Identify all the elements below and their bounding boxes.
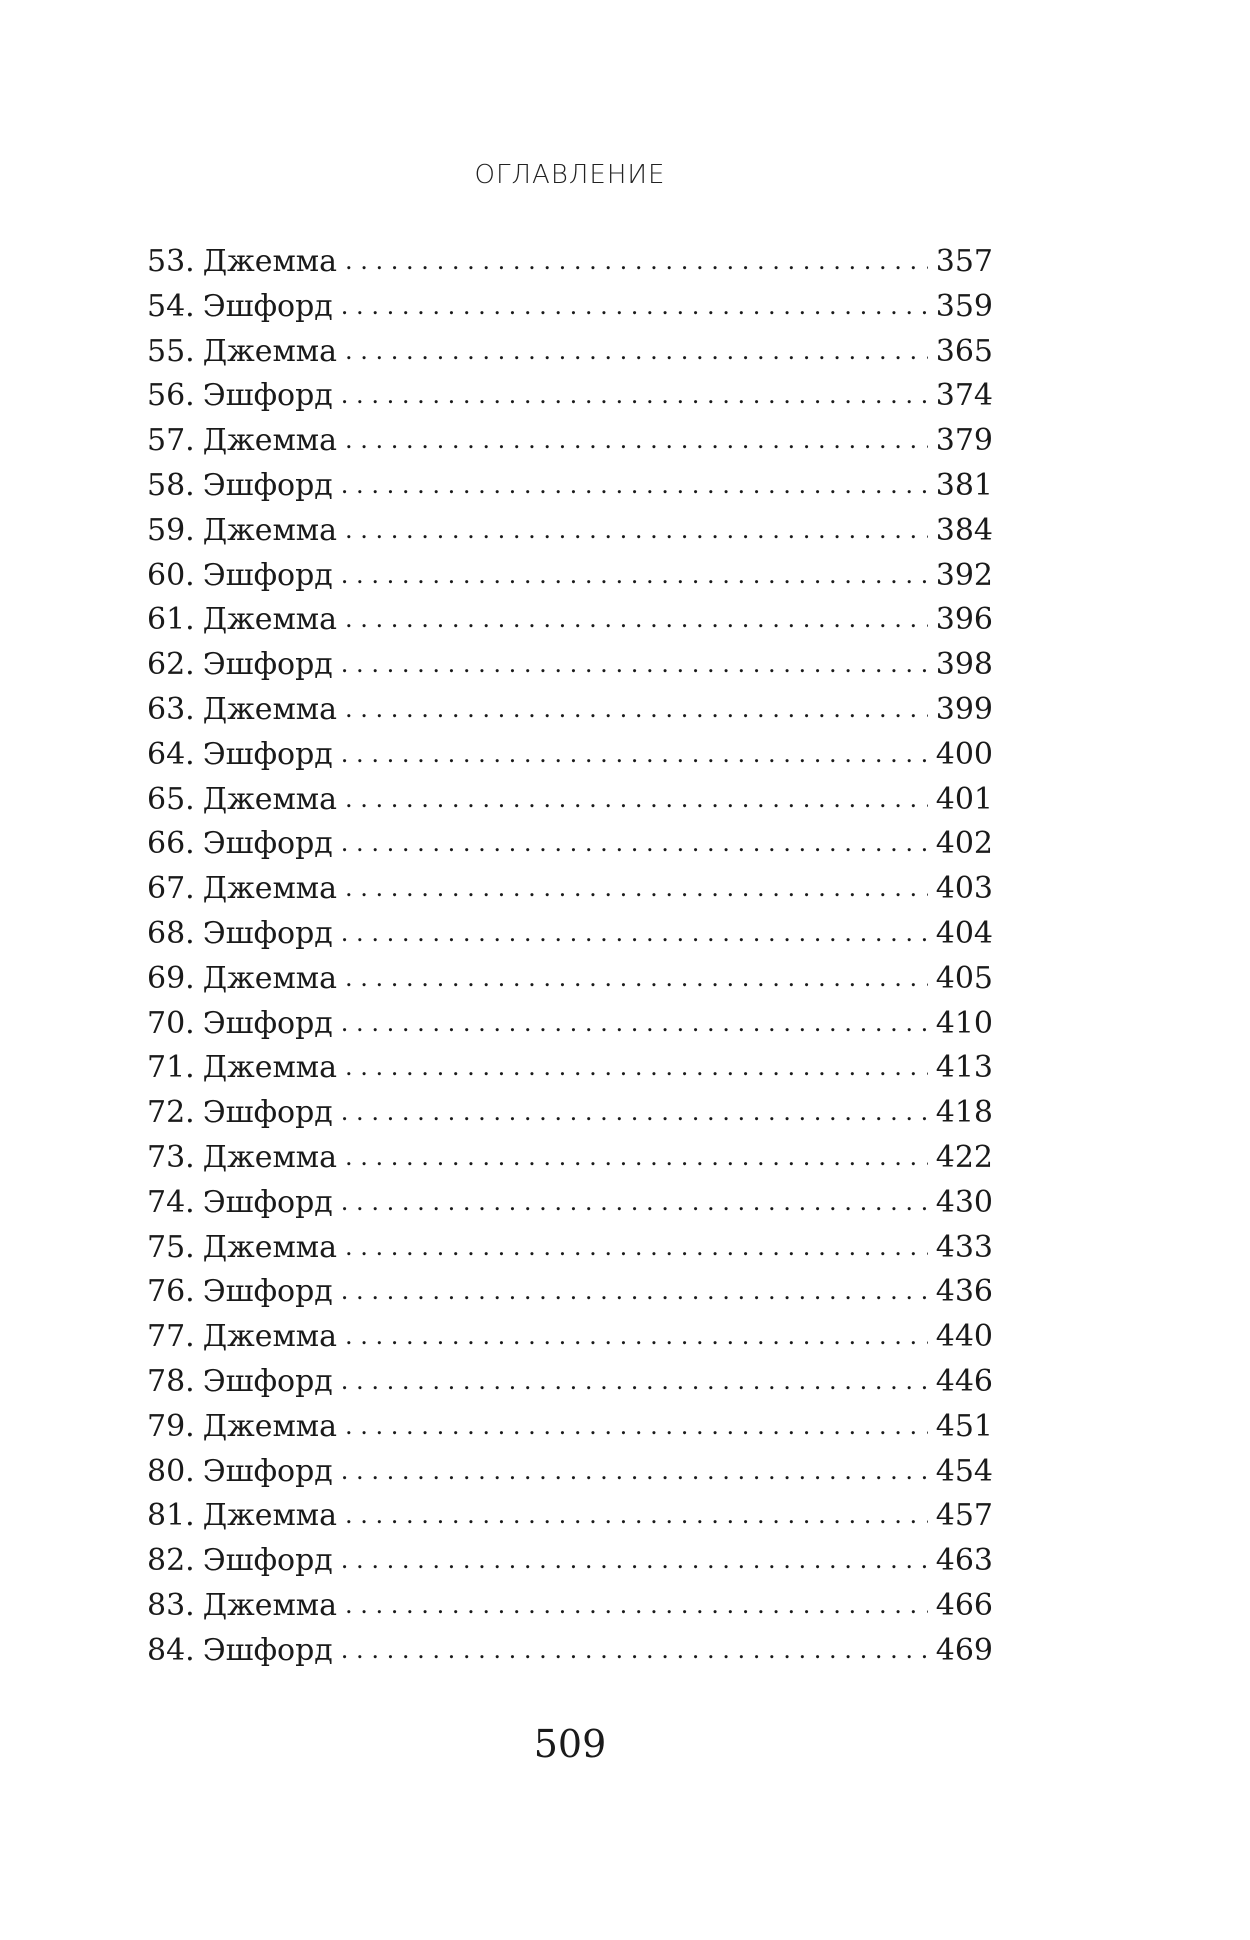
dot-leader bbox=[341, 911, 928, 956]
chapter-number: 53. bbox=[147, 244, 195, 279]
chapter-number: 84. bbox=[147, 1632, 195, 1668]
toc-entry-79[interactable] bbox=[147, 1405, 993, 1450]
chapter-page-number: 384 bbox=[935, 512, 993, 548]
dot-leader bbox=[341, 642, 928, 687]
chapter-page-number: 410 bbox=[935, 1005, 993, 1041]
chapter-page-number: 451 bbox=[935, 1408, 993, 1444]
toc-entry-64[interactable] bbox=[147, 733, 993, 778]
dot-leader bbox=[345, 1314, 928, 1359]
toc-entry-66[interactable] bbox=[147, 822, 993, 867]
toc-entry-59[interactable] bbox=[147, 509, 993, 554]
chapter-title: Эшфорд bbox=[202, 826, 333, 862]
chapter-page-number: 463 bbox=[935, 1543, 993, 1579]
chapter-number: 72. bbox=[147, 1095, 195, 1131]
chapter-number: 80. bbox=[147, 1453, 195, 1489]
toc-entry-70[interactable] bbox=[147, 1002, 993, 1047]
chapter-page-number: 374 bbox=[935, 378, 993, 414]
toc-entry-82[interactable] bbox=[147, 1539, 993, 1584]
dot-leader bbox=[345, 1493, 928, 1538]
toc-entry-81[interactable] bbox=[147, 1494, 993, 1539]
chapter-title: Джемма bbox=[202, 1050, 338, 1086]
page-title: ОГЛАВЛЕНИЕ bbox=[474, 160, 666, 190]
chapter-number: 78. bbox=[147, 1363, 195, 1399]
dot-leader bbox=[341, 1449, 928, 1494]
chapter-title: Эшфорд bbox=[202, 736, 333, 772]
toc-entry-75[interactable] bbox=[147, 1226, 993, 1271]
chapter-number: 67. bbox=[147, 871, 195, 907]
dot-leader bbox=[345, 956, 928, 1001]
toc-entry-83[interactable] bbox=[147, 1584, 993, 1629]
chapter-title: Эшфорд bbox=[202, 1543, 333, 1579]
table-of-contents bbox=[147, 240, 993, 1674]
chapter-page-number: 403 bbox=[935, 871, 993, 907]
toc-entry-68[interactable] bbox=[147, 912, 993, 957]
dot-leader bbox=[341, 373, 928, 418]
chapter-title: Джемма bbox=[202, 691, 338, 727]
toc-entry-69[interactable] bbox=[147, 957, 993, 1002]
chapter-number: 66. bbox=[147, 826, 195, 862]
chapter-page-number: 399 bbox=[935, 691, 993, 727]
chapter-number: 71. bbox=[147, 1050, 195, 1086]
chapter-title: Эшфорд bbox=[202, 378, 333, 414]
chapter-number: 83. bbox=[147, 1587, 195, 1623]
chapter-page-number: 430 bbox=[935, 1184, 993, 1220]
chapter-number: 56. bbox=[147, 378, 195, 414]
chapter-title: Эшфорд bbox=[202, 1632, 333, 1668]
dot-leader bbox=[345, 418, 928, 463]
chapter-page-number: 379 bbox=[935, 423, 993, 459]
page-number: 509 bbox=[533, 1722, 607, 1766]
toc-entry-55[interactable] bbox=[147, 330, 993, 375]
chapter-number: 77. bbox=[147, 1319, 195, 1355]
chapter-number: 69. bbox=[147, 960, 195, 996]
dot-leader bbox=[345, 866, 928, 911]
dot-leader bbox=[341, 1180, 928, 1225]
chapter-title: Эшфорд bbox=[202, 467, 333, 503]
chapter-number: 55. bbox=[147, 333, 195, 369]
toc-entry-63[interactable] bbox=[147, 688, 993, 733]
chapter-title: Джемма bbox=[202, 871, 338, 907]
dot-leader bbox=[345, 1583, 928, 1628]
chapter-title: Джемма bbox=[202, 602, 338, 638]
toc-entry-60[interactable] bbox=[147, 554, 993, 599]
chapter-page-number: 469 bbox=[935, 1632, 993, 1668]
dot-leader bbox=[341, 821, 928, 866]
dot-leader bbox=[345, 239, 928, 284]
dot-leader bbox=[341, 1269, 928, 1314]
chapter-number: 62. bbox=[147, 647, 195, 683]
toc-entry-61[interactable] bbox=[147, 598, 993, 643]
toc-entry-65[interactable] bbox=[147, 778, 993, 823]
chapter-page-number: 392 bbox=[935, 557, 993, 593]
chapter-number: 64. bbox=[147, 736, 195, 772]
chapter-title: Джемма bbox=[202, 1319, 338, 1355]
chapter-page-number: 413 bbox=[935, 1050, 993, 1086]
chapter-page-number: 365 bbox=[935, 333, 993, 369]
dot-leader bbox=[341, 1628, 928, 1673]
dot-leader bbox=[345, 1225, 928, 1270]
chapter-title: Джемма bbox=[202, 1587, 338, 1623]
toc-entry-57[interactable] bbox=[147, 419, 993, 464]
chapter-title: Эшфорд bbox=[202, 1095, 333, 1131]
chapter-title: Джемма bbox=[202, 244, 338, 279]
dot-leader bbox=[345, 777, 928, 822]
dot-leader bbox=[345, 329, 928, 374]
dot-leader bbox=[341, 1001, 928, 1046]
toc-entry-74[interactable] bbox=[147, 1181, 993, 1226]
chapter-number: 74. bbox=[147, 1184, 195, 1220]
dot-leader bbox=[341, 463, 928, 508]
chapter-title: Джемма bbox=[202, 1139, 338, 1175]
chapter-number: 79. bbox=[147, 1408, 195, 1444]
chapter-page-number: 454 bbox=[935, 1453, 993, 1489]
chapter-number: 68. bbox=[147, 915, 195, 951]
toc-entry-77[interactable] bbox=[147, 1315, 993, 1360]
toc-entry-76[interactable] bbox=[147, 1270, 993, 1315]
dot-leader bbox=[341, 284, 928, 329]
toc-entry-62[interactable] bbox=[147, 643, 993, 688]
chapter-page-number: 402 bbox=[935, 826, 993, 862]
dot-leader bbox=[341, 553, 928, 598]
toc-entry-56[interactable] bbox=[147, 374, 993, 419]
chapter-page-number: 398 bbox=[935, 647, 993, 683]
dot-leader bbox=[341, 1538, 928, 1583]
chapter-page-number: 457 bbox=[935, 1498, 993, 1534]
chapter-title: Джемма bbox=[202, 423, 338, 459]
toc-entry-58[interactable] bbox=[147, 464, 993, 509]
dot-leader bbox=[341, 732, 928, 777]
chapter-title: Джемма bbox=[202, 781, 338, 817]
chapter-number: 82. bbox=[147, 1543, 195, 1579]
chapter-page-number: 446 bbox=[935, 1363, 993, 1399]
chapter-title: Эшфорд bbox=[202, 647, 333, 683]
chapter-number: 54. bbox=[147, 288, 195, 324]
chapter-title: Эшфорд bbox=[202, 288, 333, 324]
toc-entry-72[interactable] bbox=[147, 1091, 993, 1136]
toc-entry-54[interactable] bbox=[147, 285, 993, 330]
dot-leader bbox=[345, 1135, 928, 1180]
chapter-page-number: 381 bbox=[935, 467, 993, 503]
toc-entry-73[interactable] bbox=[147, 1136, 993, 1181]
dot-leader bbox=[345, 1045, 928, 1090]
chapter-page-number: 466 bbox=[935, 1587, 993, 1623]
dot-leader bbox=[345, 687, 928, 732]
chapter-page-number: 359 bbox=[935, 288, 993, 324]
chapter-title: Джемма bbox=[202, 333, 338, 369]
toc-entry-78[interactable] bbox=[147, 1360, 993, 1405]
chapter-number: 57. bbox=[147, 423, 195, 459]
dot-leader bbox=[341, 1359, 928, 1404]
chapter-number: 65. bbox=[147, 781, 195, 817]
toc-entry-80[interactable] bbox=[147, 1450, 993, 1495]
toc-entry-67[interactable] bbox=[147, 867, 993, 912]
chapter-page-number: 418 bbox=[935, 1095, 993, 1131]
chapter-number: 63. bbox=[147, 691, 195, 727]
chapter-page-number: 440 bbox=[935, 1319, 993, 1355]
chapter-number: 73. bbox=[147, 1139, 195, 1175]
chapter-page-number: 401 bbox=[935, 781, 993, 817]
chapter-number: 76. bbox=[147, 1274, 195, 1310]
chapter-title: Джемма bbox=[202, 1408, 338, 1444]
toc-entry-84[interactable] bbox=[147, 1629, 993, 1674]
chapter-title: Эшфорд bbox=[202, 1274, 333, 1310]
chapter-page-number: 404 bbox=[935, 915, 993, 951]
chapter-page-number: 422 bbox=[935, 1139, 993, 1175]
chapter-page-number: 396 bbox=[935, 602, 993, 638]
chapter-page-number: 433 bbox=[935, 1229, 993, 1265]
chapter-title: Эшфорд bbox=[202, 1005, 333, 1041]
chapter-title: Джемма bbox=[202, 1498, 338, 1534]
chapter-number: 70. bbox=[147, 1005, 195, 1041]
chapter-page-number: 357 bbox=[935, 244, 993, 279]
toc-entry-71[interactable] bbox=[147, 1046, 993, 1091]
chapter-title: Эшфорд bbox=[202, 1363, 333, 1399]
chapter-title: Эшфорд bbox=[202, 557, 333, 593]
chapter-number: 81. bbox=[147, 1498, 195, 1534]
chapter-page-number: 400 bbox=[935, 736, 993, 772]
dot-leader bbox=[341, 1090, 928, 1135]
dot-leader bbox=[345, 597, 928, 642]
chapter-title: Эшфорд bbox=[202, 915, 333, 951]
chapter-number: 59. bbox=[147, 512, 195, 548]
chapter-number: 75. bbox=[147, 1229, 195, 1265]
chapter-page-number: 405 bbox=[935, 960, 993, 996]
chapter-title: Эшфорд bbox=[202, 1453, 333, 1489]
chapter-title: Джемма bbox=[202, 960, 338, 996]
chapter-number: 58. bbox=[147, 467, 195, 503]
dot-leader bbox=[345, 1404, 928, 1449]
chapter-title: Джемма bbox=[202, 512, 338, 548]
chapter-page-number: 436 bbox=[935, 1274, 993, 1310]
chapter-number: 60. bbox=[147, 557, 195, 593]
chapter-title: Джемма bbox=[202, 1229, 338, 1265]
toc-entry-53[interactable] bbox=[147, 240, 993, 285]
chapter-title: Эшфорд bbox=[202, 1184, 333, 1220]
dot-leader bbox=[345, 508, 928, 553]
chapter-number: 61. bbox=[147, 602, 195, 638]
